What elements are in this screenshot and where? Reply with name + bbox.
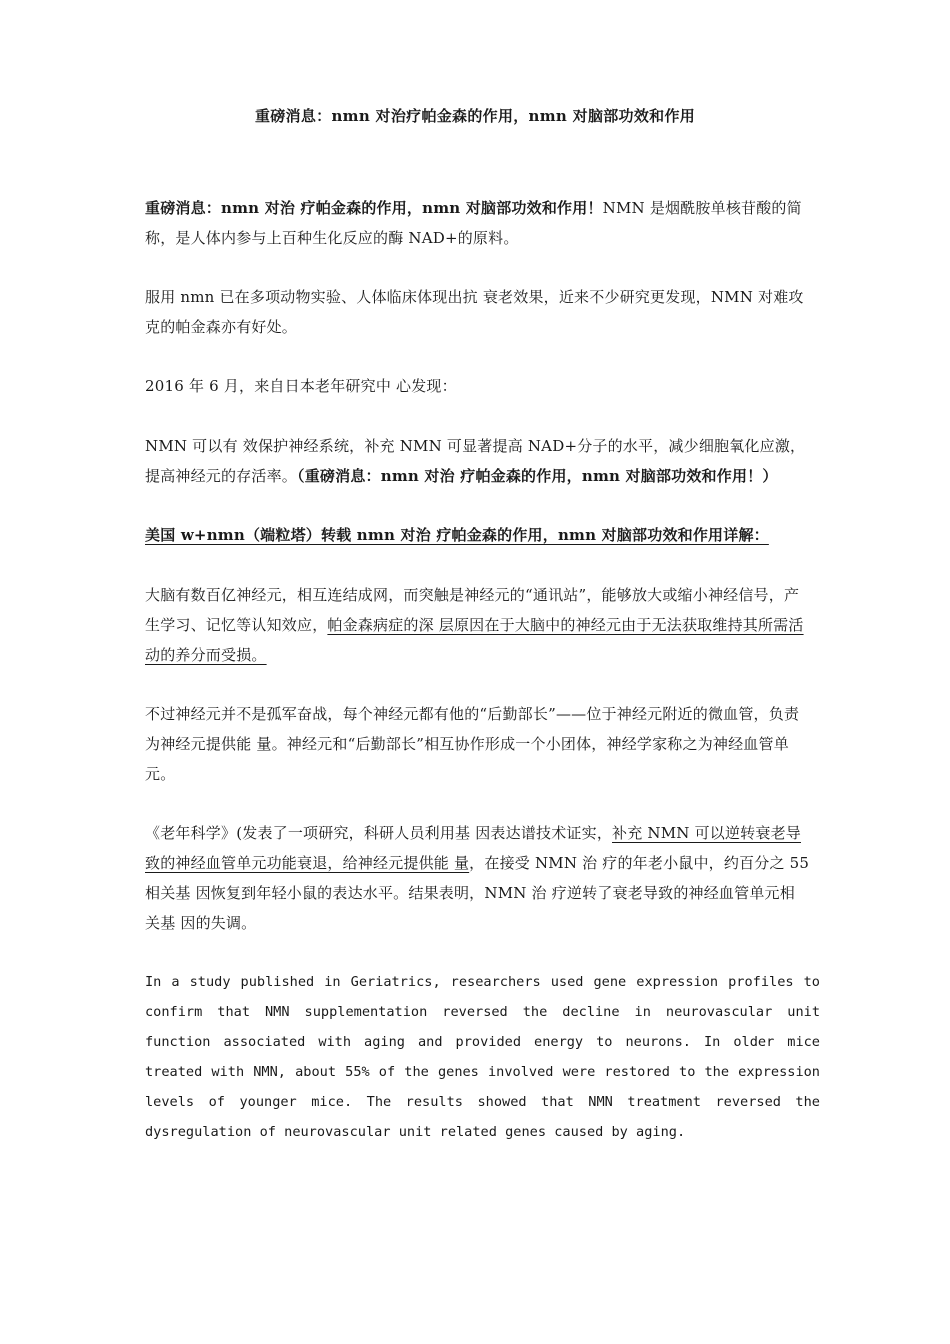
paragraph-neurovascular-unit: 不过神经元并不是孤军奋战，每个神经元都有他的“后勤部长”——位于神经元附近的微血管，负责为神经元提供能 量。神经元和“后勤部长”相互协作形成一个小团体，神经学家称之为神经血管单元。: [145, 705, 800, 783]
study-underlined-text: 补充 NMN 可以逆转衰老导致的神经血管单元功能衰退，给神经元提供能 量: [145, 824, 801, 872]
neurons-underlined-text: 帕金森病症的深 层原因在于大脑中的神经元由于无法获取维持其所需活动的养分而受损。: [145, 616, 804, 664]
intro-bold-text: 重磅消息：nmn 对治 疗帕金森的作用，nmn 对脑部功效和作用！: [145, 199, 603, 217]
paragraph-study: [145, 818, 810, 938]
intro-text: NMN 是烟酰胺单核苷酸的简称，是人体内参与上百种生化反应的酶 NAD+的原料。: [145, 199, 802, 247]
document-title: 重磅消息：nmn 对治疗帕金森的作用，nmn 对脑部功效和作用: [254, 107, 696, 125]
paragraph-anti-aging: 服用 nmn 已在多项动物实验、人体临床体现出抗 衰老效果，近来不少研究更发现，NMN 对难攻克的帕金森亦有好处。: [145, 288, 804, 336]
neuroprotection-bold-text: （重磅消息：nmn 对治 疗帕金森的作用，nmn 对脑部功效和作用！）: [297, 467, 778, 485]
neurons-text: 大脑有数百亿神经元，相互连结成网，而突触是神经元的“通讯站”，能够放大或缩小神经信号，产生学习、记忆等认知效应，: [145, 586, 800, 634]
paragraph-source-heading: 美国 w+nmn（端粒塔）转载 nmn 对治 疗帕金森的作用，nmn 对脑部功效和作用详解：: [145, 526, 769, 544]
paragraph-date: 2016 年 6 月，来自日本老年研究中 心发现：: [145, 377, 457, 395]
study-text-2: ，在接受 NMN 治 疗的年老小鼠中，约百分之 55 相关基 因恢复到年轻小鼠的表达水平。结果表明，NMN 治 疗逆转了衰老导致的神经血管单元相关基 因的失调。: [145, 854, 810, 932]
paragraph-neurons: [145, 580, 810, 670]
neuroprotection-text: NMN 可以有 效保护神经系统，补充 NMN 可显著提高 NAD+分子的水平，减少细胞氧化应激，提高神经元的存活率。: [145, 437, 806, 485]
paragraph-english-summary: In a study published in Geriatrics, researchers used gene expression profiles to confirm that NMN supplementation reversed the decline in neurovascular unit function associated with aging and provided energy to neurons. In older mice treated with NMN, about 55% of the genes involved were restored to the expression levels of younger mice. The results showed that NMN treatment reversed the dysregulation of neurovascular unit related genes caused by aging.: [145, 974, 820, 1140]
paragraph-intro: [145, 193, 810, 253]
study-text-1: 《老年科学》(发表了一项研究，科研人员利用基 因表达谱技术证实，: [145, 824, 613, 842]
paragraph-neuroprotection: [145, 431, 810, 491]
